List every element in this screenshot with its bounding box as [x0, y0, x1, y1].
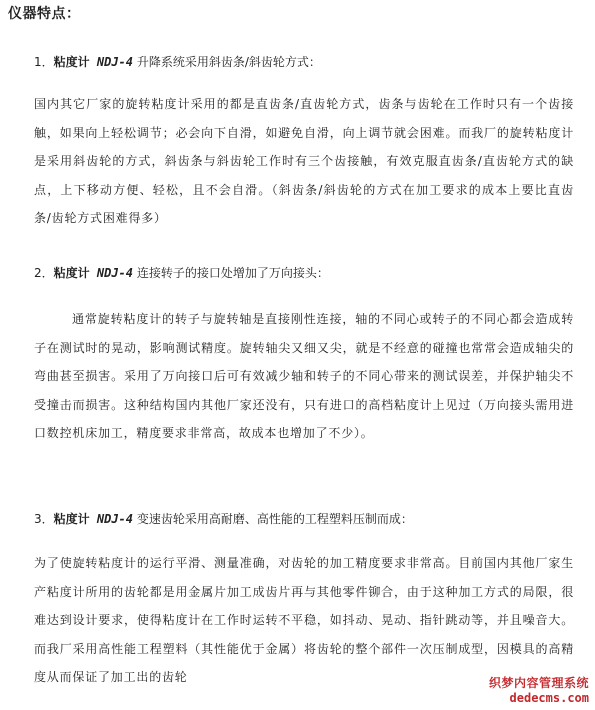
page-title: 仪器特点： — [8, 6, 81, 22]
section-2-model: NDJ-4 — [89, 266, 134, 280]
section-2-number: 2． — [34, 266, 54, 280]
section-2-heading-text: 连接转子的接口处增加了万向接头： — [133, 266, 329, 280]
watermark-logo — [477, 676, 589, 706]
section-3-heading-text: 变速齿轮采用高耐磨、高性能的工程塑料压制而成： — [133, 512, 413, 526]
section-3-strong: 粘度计 — [53, 512, 90, 526]
section-1-number: 1． — [34, 55, 54, 69]
watermark-line-2: dedecms.com — [509, 691, 589, 705]
section-3-heading — [34, 509, 413, 529]
section-2-strong: 粘度计 — [53, 266, 90, 280]
section-3-model: NDJ-4 — [89, 512, 134, 526]
section-2-body: 通常旋转粘度计的转子与旋转轴是直接刚性连接，轴的不同心或转子的不同心都会造成转子在测试时的晃动，影响测试精度。旋转轴尖又细又尖，就是不经意的碰撞也常常会造成轴尖的弯曲甚至损害。采用了万向接口后可有效减少轴和转子的不同心带来的测试误差，并保护轴尖不受撞击而损害。这种结构国内其他厂家还没有，只有进口的高档粘度计上见过（万向接头需用进口数控机床加工，精度要求非常高，故成本也增加了不少）。 — [34, 312, 574, 440]
section-1-heading — [34, 52, 321, 72]
section-1-strong: 粘度计 — [53, 55, 90, 69]
section-1-body: 国内其它厂家的旋转粘度计采用的都是直齿条/直齿轮方式，齿条与齿轮在工作时只有一个齿接触，如果向上轻松调节；必会向下自滑，如避免自滑，向上调节就会困难。而我厂的旋转粘度计是采用斜齿轮的方式，斜齿条与斜齿轮工作时有三个齿接触，有效克服直齿条/直齿轮方式的缺点，上下移动方便、轻松，且不会自滑。（斜齿条/斜齿轮的方式在加工要求的成本上要比直齿条/齿轮方式困难得多） — [34, 97, 574, 225]
section-3-number: 3． — [34, 512, 54, 526]
section-1-heading-text: 升降系统采用斜齿条/斜齿轮方式： — [133, 55, 321, 69]
section-3-body: 为了使旋转粘度计的运行平滑、测量准确，对齿轮的加工精度要求非常高。目前国内其他厂家生产粘度计所用的齿轮都是用金属片加工成齿片再与其他零件铆合，由于这种加工方式的局限，很难达到设计要求，使得粘度计在工作时运转不平稳，如抖动、晃动、指针跳动等，并且噪音大。而我厂采用高性能工程塑料（其性能优于金属）将齿轮的整个部件一次压制成型，因模具的高精度从而保证了加工出的齿轮 — [34, 556, 574, 684]
watermark-line-1: 织梦内容管理系统 — [488, 676, 589, 690]
section-2-heading — [34, 263, 329, 283]
section-1-model: NDJ-4 — [89, 55, 134, 69]
